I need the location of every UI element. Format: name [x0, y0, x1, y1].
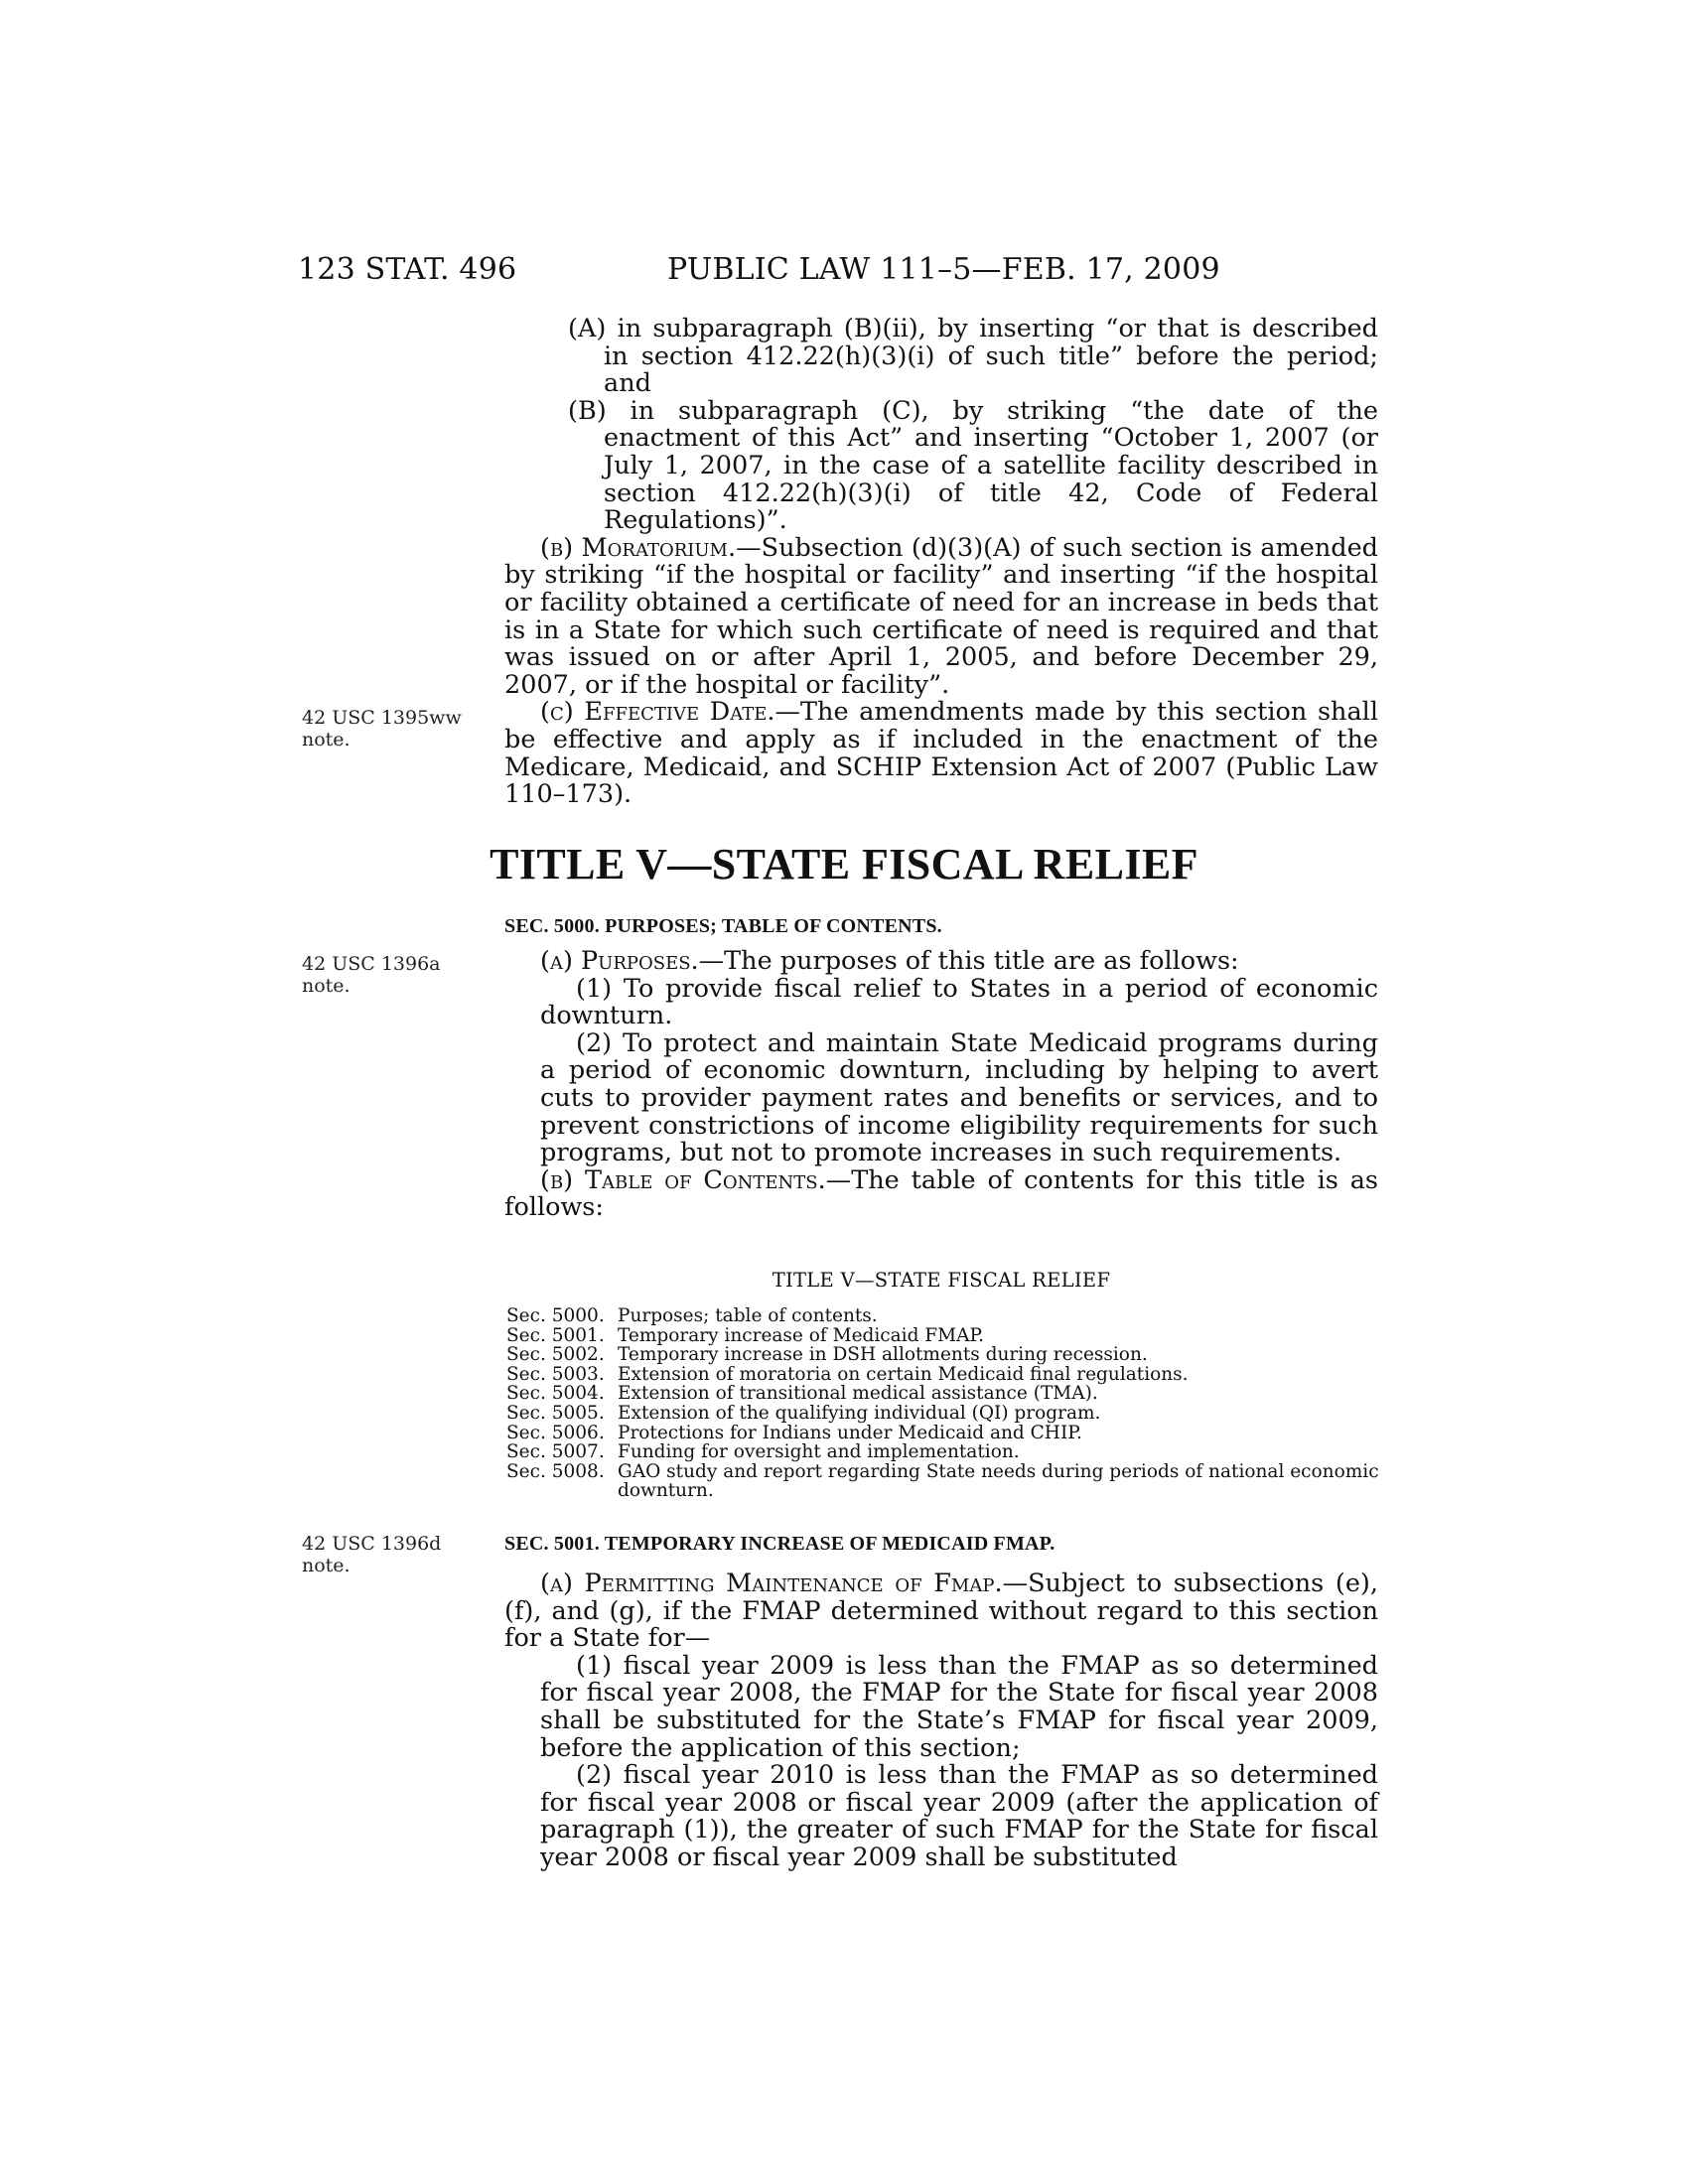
purposes-paragraph — [504, 948, 1378, 976]
toc-entry-text: Temporary increase in DSH allotments during recession. — [618, 1344, 1148, 1366]
purposes-label: (a) Purposes. — [540, 946, 699, 976]
effective-date-label: (c) Effective Date. — [540, 697, 775, 728]
toc-entry-text: Temporary increase of Medicaid FMAP. — [618, 1324, 985, 1346]
margin-note-line: 42 USC 1396a — [302, 953, 441, 975]
paragraph-a: (A) in subparagraph (B)(ii), by inserting “or that is described in section 412.22(h)(3)(i) of such title” before the period; and — [568, 314, 1378, 399]
toc-entry-text: Extension of the qualifying individual (QI) program. — [618, 1402, 1101, 1424]
margin-note-line: note. — [302, 1555, 351, 1576]
moratorium-label: (b) Moratorium. — [540, 532, 737, 563]
purpose-2: (2) To protect and maintain State Medicaid programs during a period of economic downturn, including by helping to avert cuts to provider payment rates and benefits or services, and to prevent constrictions of income eligibility requirements for such programs, but not to promote increases in such requirements. — [540, 1027, 1378, 1168]
continuation-block — [504, 316, 1378, 809]
toc-entry-text: Extension of transitional medical assistance (TMA). — [618, 1383, 1098, 1405]
toc-entry — [506, 1365, 1380, 1385]
toc-entry-number: Sec. 5007. — [506, 1441, 605, 1463]
effective-date-text: —The amendments made by this section shall be effective and apply as if included in the enactment of the Medicare, Medicaid, and SCHIP Extension Act of 2007 (Public Law 110–173). — [504, 697, 1378, 810]
margin-note-line: 42 USC 1395ww — [302, 707, 462, 729]
fmap-maintenance-paragraph — [504, 1570, 1378, 1653]
fmap-maintenance-text: —Subject to subsections (e), (f), and (g), if the FMAP determined without regard to this section for a State for— — [504, 1569, 1378, 1654]
toc-entry-number: Sec. 5003. — [506, 1363, 605, 1385]
toc-entry-text: Protections for Indians under Medicaid and CHIP. — [618, 1422, 1082, 1443]
purposes-text: —The purposes of this title are as follows: — [698, 946, 1239, 976]
page-stat-number: 123 STAT. 496 — [298, 252, 517, 287]
toc-entry — [506, 1306, 1380, 1326]
title-heading: TITLE V—STATE FISCAL RELIEF — [490, 840, 1198, 888]
fmap-paragraph-2: (2) fiscal year 2010 is less than the FMAP as so determined for fiscal year 2008 or fiscal year 2009 (after the application of paragraph (1)), the greater of such FMAP for the State for fiscal year 2008 or fiscal year 2009 shall be substituted — [540, 1760, 1378, 1872]
section-5000-body — [504, 948, 1378, 1222]
toc-entry-number: Sec. 5004. — [506, 1383, 605, 1405]
toc-entry-number: Sec. 5002. — [506, 1344, 605, 1366]
toc-entry-text: GAO study and report regarding State needs during periods of national economic downturn. — [618, 1460, 1379, 1502]
toc-entry-text: Purposes; table of contents. — [618, 1305, 878, 1326]
section-5000-heading: SEC. 5000. PURPOSES; TABLE OF CONTENTS. — [504, 915, 942, 937]
section-5001-heading: SEC. 5001. TEMPORARY INCREASE OF MEDICAID FMAP. — [504, 1533, 1055, 1555]
moratorium-paragraph — [504, 532, 1378, 700]
margin-note-line: 42 USC 1396d — [302, 1533, 442, 1555]
toc-entry-number: Sec. 5005. — [506, 1402, 605, 1424]
toc-intro-paragraph — [504, 1164, 1378, 1223]
toc-title: TITLE V—STATE FISCAL RELIEF — [772, 1269, 1111, 1292]
effective-date-paragraph — [504, 699, 1378, 808]
toc-entry-number: Sec. 5001. — [506, 1324, 605, 1346]
toc-entry-number: Sec. 5000. — [506, 1305, 605, 1326]
toc-entry — [506, 1424, 1380, 1443]
toc-entry — [506, 1462, 1380, 1501]
table-of-contents — [506, 1306, 1380, 1501]
margin-note-1396d — [302, 1533, 441, 1576]
toc-entry — [506, 1384, 1380, 1404]
section-5001-body — [504, 1570, 1378, 1872]
running-head: PUBLIC LAW 111–5—FEB. 17, 2009 — [667, 252, 1220, 287]
paragraph-b: (B) in subparagraph (C), by striking “the date of the enactment of this Act” and inserting “October 1, 2007 (or July 1, 2007, in the case of a satellite facility described in section 412.22(h)(3)(i) of title 42, Code of Federal Regulations)”. — [568, 395, 1378, 536]
toc-entry-text: Extension of moratoria on certain Medicaid final regulations. — [618, 1363, 1189, 1385]
toc-entry — [506, 1404, 1380, 1424]
margin-note-line: note. — [302, 975, 351, 997]
toc-intro-text: —The table of contents for this title is as follows: — [504, 1164, 1378, 1223]
toc-entry-number: Sec. 5006. — [506, 1422, 605, 1443]
fmap-paragraph-1: (1) fiscal year 2009 is less than the FMAP as so determined for fiscal year 2008, the FMAP for the State for fiscal year 2008 shall be substituted for the State’s FMAP for fiscal year 2009, before the application of this section; — [540, 1650, 1378, 1763]
margin-note-1395ww — [302, 707, 462, 751]
toc-label: (b) Table of Contents. — [540, 1164, 826, 1195]
toc-entry — [506, 1345, 1380, 1365]
fmap-maintenance-label: (a) Permitting Maintenance of Fmap. — [540, 1569, 1003, 1598]
margin-note-1396a — [302, 953, 441, 997]
moratorium-text: —Subsection (d)(3)(A) of such section is amended by striking “if the hospital or facility” and inserting “if the hospital or facility obtained a certificate of need for an increase in beds that is in a State for which such certificate of need is required and that was issued on or after April 1, 2005, and before December 29, 2007, or if the hospital or facility”. — [504, 532, 1378, 700]
toc-entry-number: Sec. 5008. — [506, 1460, 605, 1482]
purpose-1: (1) To provide fiscal relief to States in a period of economic downturn. — [540, 973, 1378, 1031]
margin-note-line: note. — [302, 729, 351, 751]
toc-entry — [506, 1442, 1380, 1462]
toc-entry — [506, 1326, 1380, 1346]
toc-entry-text: Funding for oversight and implementation. — [618, 1441, 1020, 1463]
